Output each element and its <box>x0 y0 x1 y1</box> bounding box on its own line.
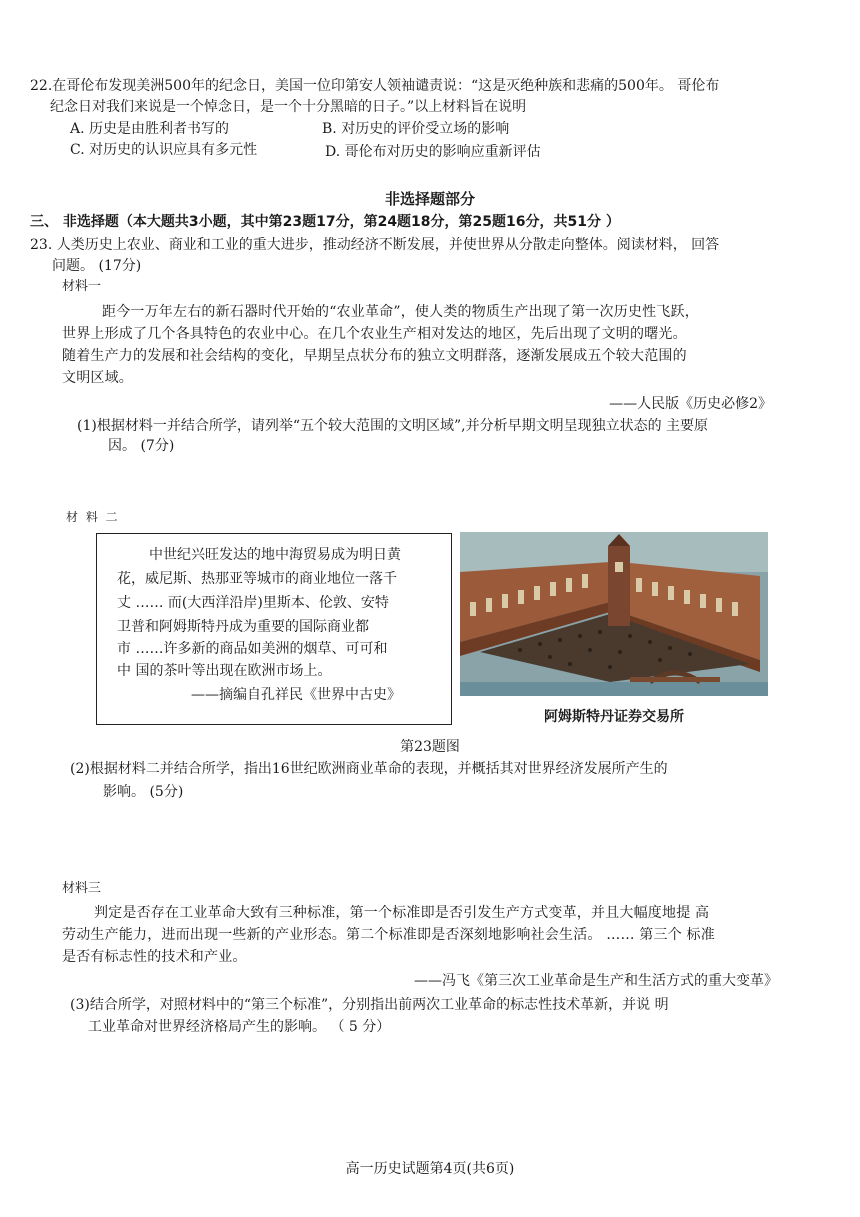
sub-question-2-line2: 影响。 (5分) <box>103 784 184 800</box>
section-title: 非选择题部分 <box>384 190 475 208</box>
q23-intro-line1: 23. 人类历史上农业、商业和工业的重大进步，推动经济不断发展，并使世界从分散走向整体。阅读材料， 回答 <box>30 237 720 253</box>
material-1-source: ——人民版《历史必修2》 <box>609 396 772 412</box>
material-3-line: 劳动生产能力，进而出现一些新的产业形态。第二个标准即是否深刻地影响社会生活。 …… 第三个 标准 <box>62 927 715 943</box>
sub-question-1-line1: (1)根据材料一并结合所学，请列举“五个较大范围的文明区域”,并分析早期文明呈现独立状态的 主要原 <box>77 418 709 434</box>
section-heading: 三、 非选择题（本大题共3小题，其中第23题17分，第24题18分，第25题16分，共51分 ） <box>30 214 620 230</box>
sub-question-3-line1: (3)结合所学，对照材料中的“第三个标准”，分别指出前两次工业革命的标志性技术革新，并说 明 <box>70 997 669 1013</box>
material-2-line: 中 国的茶叶等出现在欧洲市场上。 <box>117 663 332 679</box>
material-3-text <box>62 902 715 968</box>
page-footer: 高一历史试题第4页(共6页) <box>345 1161 515 1177</box>
material-3-line: 是否有标志性的技术和产业。 <box>62 949 247 965</box>
material-2-box <box>96 533 452 725</box>
material-1-line: 随着生产力的发展和社会结构的变化，早期呈点状分布的独立文明群落，逐渐发展成五个较大范围的 <box>62 348 687 364</box>
q22-stem-line1: 22.在哥伦布发现美洲500年的纪念日，美国一位印第安人领袖谴责说：“这是灭绝种族和悲痛的500年。 哥伦布 <box>30 78 720 94</box>
sub-question-3-line2: 工业革命对世界经济格局产生的影响。 （ 5 分） <box>88 1019 391 1035</box>
material-2-line: 中世纪兴旺发达的地中海贸易成为明日黄 <box>149 547 401 563</box>
material-1-line: 世界上形成了几个各具特色的农业中心。在几个农业生产相对发达的地区，先后出现了文明的曙光。 <box>62 326 687 342</box>
material-2-source: ——摘编自孔祥民《世界中古史》 <box>191 687 401 703</box>
q23-intro-line2: 问题。 (17分) <box>52 258 142 274</box>
q22-option-d: D. 哥伦布对历史的影响应重新评估 <box>325 144 541 160</box>
material-2-line: 卫普和阿姆斯特丹成为重要的国际商业都 <box>117 619 369 635</box>
amsterdam-exchange-engraving <box>460 532 768 696</box>
material-2-label: 材 料 二 <box>66 510 120 524</box>
material-2-line: 丈 …… 而(大西洋沿岸)里斯本、伦敦、安特 <box>117 595 389 611</box>
material-1-line: 文明区域。 <box>62 370 133 386</box>
material-3-source: ——冯飞《第三次工业革命是生产和生活方式的重大变革》 <box>414 973 778 989</box>
sub-question-1-line2: 因。 (7分) <box>108 438 175 454</box>
q22-stem-line2: 纪念日对我们来说是一个悼念日，是一个十分黑暗的日子。”以上材料旨在说明 <box>50 99 527 115</box>
q22-option-c: C. 对历史的认识应具有多元性 <box>70 142 258 158</box>
figure-label: 第23题图 <box>400 739 460 755</box>
material-1-label: 材料一 <box>62 279 102 294</box>
material-3-label: 材料三 <box>62 881 102 896</box>
material-2-line: 市 ……许多新的商品如美洲的烟草、可可和 <box>117 641 388 657</box>
sub-question-2-line1: (2)根据材料二并结合所学，指出16世纪欧洲商业革命的表现，并概括其对世界经济发展所产生的 <box>70 761 668 777</box>
material-1-line: 距今一万年左右的新石器时代开始的“农业革命”，使人类的物质生产出现了第一次历史性飞跃， <box>102 304 699 320</box>
material-3-line: 判定是否存在工业革命大致有三种标准，第一个标准即是否引发生产方式变革，并且大幅度地提 高 <box>94 905 710 921</box>
material-2-line: 花，威尼斯、热那亚等城市的商业地位一落千 <box>117 571 397 587</box>
q22-option-b: B. 对历史的评价受立场的影响 <box>322 121 510 137</box>
image-caption: 阿姆斯特丹证券交易所 <box>544 709 684 725</box>
q22-option-a: A. 历史是由胜利者书写的 <box>70 121 230 137</box>
material-1-text <box>62 301 699 389</box>
